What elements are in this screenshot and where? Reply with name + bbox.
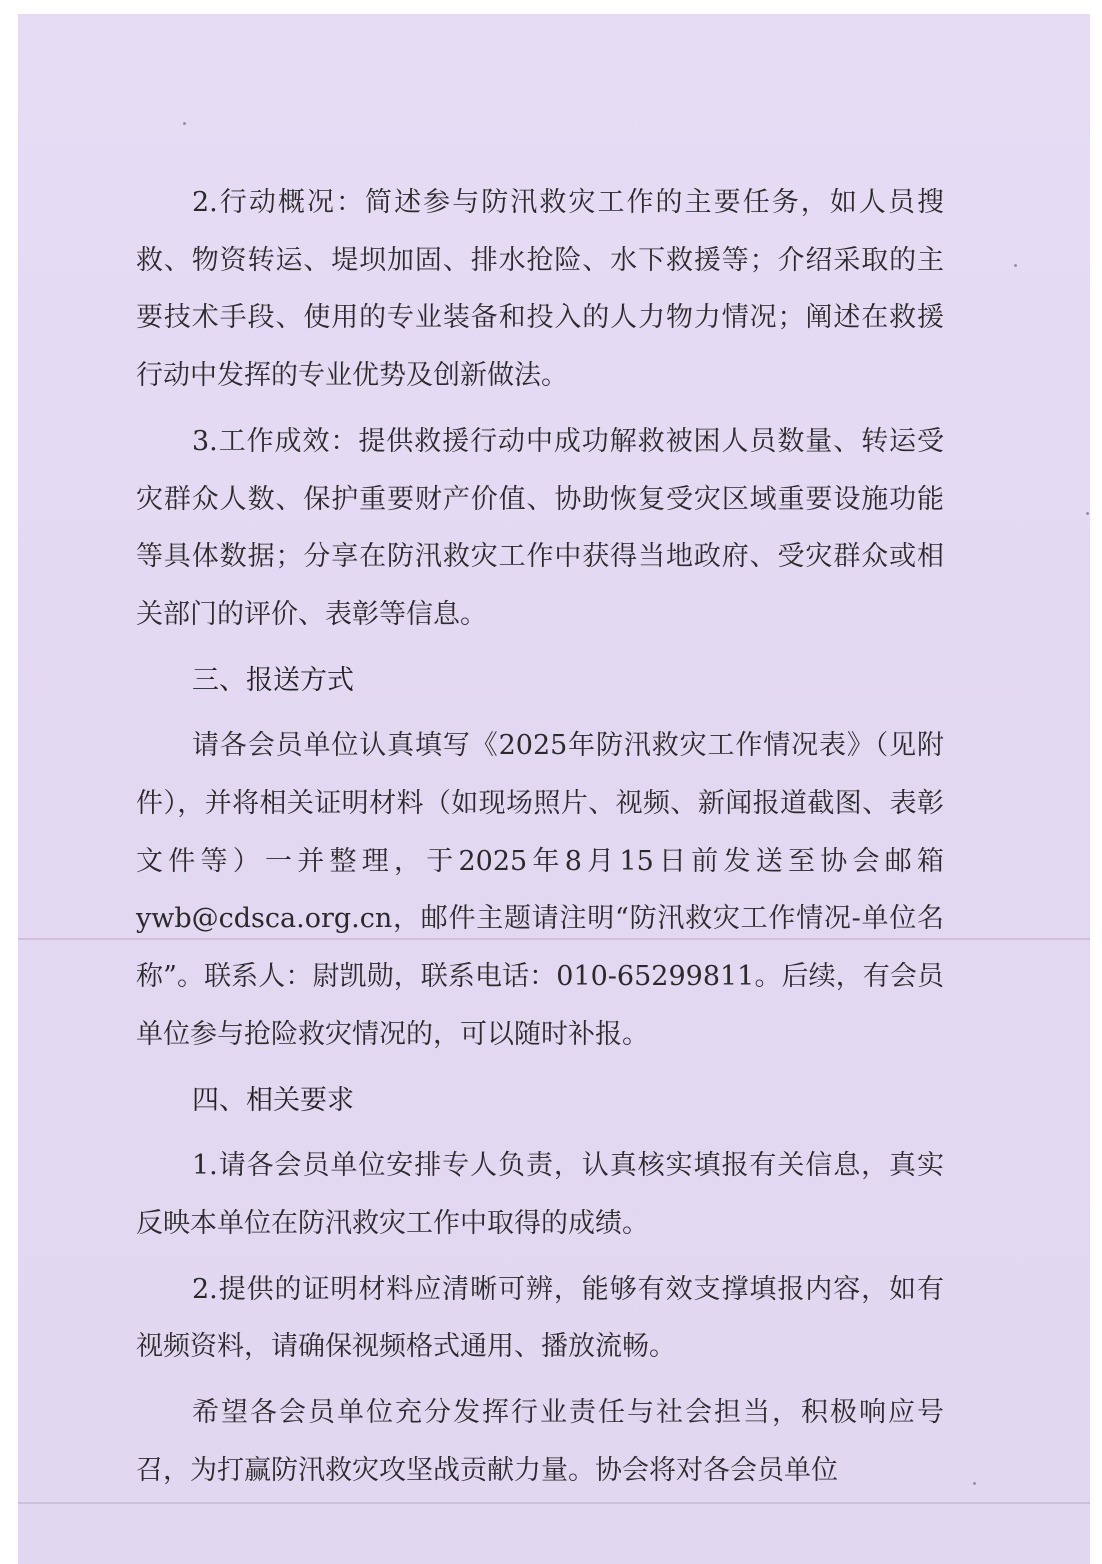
paragraph-requirement-2: 2.提供的证明材料应清晰可辨，能够有效支撑填报内容，如有视频资料，请确保视频格式通用、播放流畅。 [136, 1273, 944, 1363]
paragraph-work-results: 3.工作成效：提供救援行动中成功解救被困人员数量、转运受灾群众人数、保护重要财产价值、协助恢复受灾区域重要设施功能等具体数据；分享在防汛救灾工作中获得当地政府、受灾群众或相关部门的评价、表彰等信息。 [136, 425, 944, 630]
section-heading-submission: 三、报送方式 [192, 664, 354, 696]
scan-speck [1014, 264, 1017, 267]
fold-line [18, 1502, 1090, 1504]
paragraph-closing: 希望各会员单位充分发挥行业责任与社会担当，积极响应号召，为打赢防汛救灾攻坚战贡献力量。协会将对各会员单位 [136, 1397, 944, 1486]
scan-speck [973, 1482, 976, 1485]
paragraph-submission-method: 请各会员单位认真填写《2025年防汛救灾工作情况表》（见附件），并将相关证明材料（如现场照片、视频、新闻报道截图、表彰文件等）一并整理，于2025年8月15日前发送至协会邮箱 ywb@cdsca.org.cn，邮件主题请注明“防汛救灾工作情况-单位名称”。联系人：尉凯勋，联系电话：010-65299811。后续，有会员单位参与抢险救灾情况的，可以随时补报。 [136, 730, 944, 1050]
paragraph-action-overview: 2.行动概况：简述参与防汛救灾工作的主要任务，如人员搜救、物资转运、堤坝加固、排水抢险、水下救援等；介绍采取的主要技术手段、使用的专业装备和投入的人力物力情况；阐述在救援行动中发挥的专业优势及创新做法。 [136, 187, 944, 392]
paragraph-requirement-1: 1.请各会员单位安排专人负责，认真核实填报有关信息，真实反映本单位在防汛救灾工作中取得的成绩。 [136, 1150, 944, 1239]
scan-speck [1086, 512, 1089, 515]
section-heading-requirements: 四、相关要求 [192, 1084, 354, 1116]
scan-speck [183, 122, 186, 125]
document-body [136, 174, 944, 1499]
